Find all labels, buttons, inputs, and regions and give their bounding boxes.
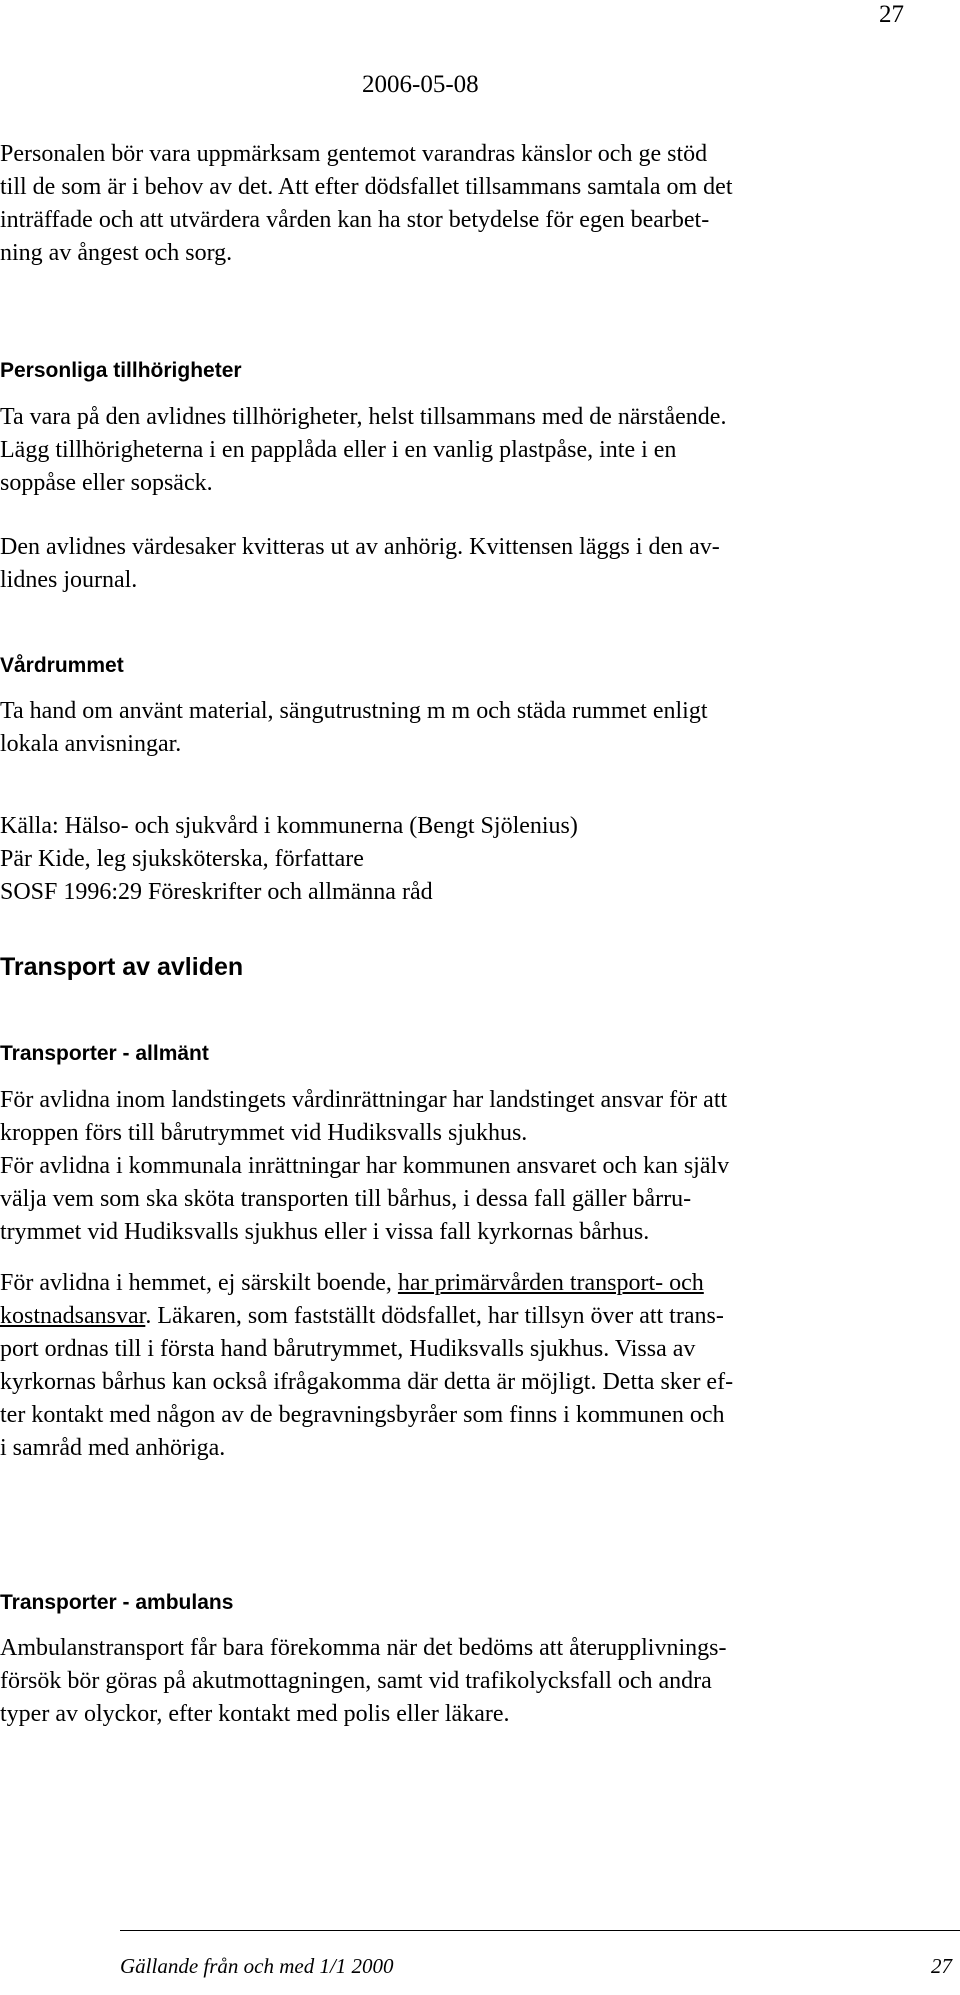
- underlined-text: kostnadsansvar: [0, 1303, 146, 1329]
- text-line: Ambulanstransport får bara förekomma när det bedöms att återupplivnings-: [0, 1635, 727, 1661]
- text-line: [0, 1300, 958, 1333]
- heading-personliga-tillhorigheter: Personliga tillhörigheter: [0, 359, 242, 382]
- text-line: Lägg tillhörigheterna i en papplåda eller i en vanlig plastpåse, inte i en: [0, 437, 677, 463]
- text-line: lidnes journal.: [0, 567, 138, 593]
- ambulans-paragraph: [0, 1632, 958, 1731]
- text-span: . Läkaren, som fastställt dödsfallet, har tillsyn över att trans-: [145, 1303, 724, 1329]
- text-line: till de som är i behov av det. Att efter dödsfallet tillsammans samtala om det: [0, 174, 733, 200]
- text-line: port ordnas till i första hand bårutrymmet, Hudiksvalls sjukhus. Vissa av: [0, 1336, 696, 1362]
- personliga-paragraph-1: [0, 401, 958, 500]
- text-line: [0, 1267, 958, 1300]
- underlined-text: har primärvården transport- och: [397, 1270, 704, 1296]
- text-line: välja vem som ska sköta transporten till bårhus, i dessa fall gäller bårru-: [0, 1186, 692, 1212]
- text-line: i samråd med anhöriga.: [0, 1435, 226, 1461]
- text-line: inträffade och att utvärdera vården kan ha stor betydelse för egen bearbet-: [0, 207, 710, 233]
- intro-paragraph: [0, 138, 958, 270]
- text-line: försök bör göras på akutmottagningen, samt vid trafikolycksfall och andra: [0, 1668, 712, 1694]
- text-span: För avlidna i hemmet, ej särskilt boende,: [0, 1270, 398, 1296]
- text-line: ter kontakt med någon av de begravningsbyråer som finns i kommunen och: [0, 1402, 725, 1428]
- sources-paragraph: [0, 810, 958, 909]
- text-line: soppåse eller sopsäck.: [0, 470, 213, 496]
- text-line: ning av ångest och sorg.: [0, 240, 233, 266]
- heading-transport-av-avliden: Transport av avliden: [0, 953, 244, 981]
- heading-transporter-ambulans: Transporter - ambulans: [0, 1591, 234, 1614]
- heading-transporter-allmant: Transporter - allmänt: [0, 1042, 209, 1065]
- text-line: kroppen förs till bårutrymmet vid Hudiksvalls sjukhus.: [0, 1120, 528, 1146]
- vardrummet-paragraph: [0, 695, 958, 761]
- text-line: lokala anvisningar.: [0, 731, 182, 757]
- text-line: Källa: Hälso- och sjukvård i kommunerna (Bengt Sjölenius): [0, 813, 578, 839]
- text-line: Ta vara på den avlidnes tillhörigheter, helst tillsammans med de närstående.: [0, 404, 727, 430]
- text-line: kyrkornas bårhus kan också ifrågakomma där detta är möjligt. Detta sker ef-: [0, 1369, 734, 1395]
- page-number: 27: [879, 1, 904, 28]
- text-line: Pär Kide, leg sjuksköterska, författare: [0, 846, 364, 872]
- text-line: typer av olyckor, efter kontakt med polis eller läkare.: [0, 1701, 510, 1727]
- footer-validity-text: Gällande från och med 1/1 2000: [120, 1954, 394, 1978]
- heading-vardrummet: Vårdrummet: [0, 654, 124, 677]
- text-line: Personalen bör vara uppmärksam gentemot varandras känslor och ge stöd: [0, 141, 708, 167]
- text-line: trymmet vid Hudiksvalls sjukhus eller i vissa fall kyrkornas bårhus.: [0, 1219, 650, 1245]
- text-line: För avlidna inom landstingets vårdinrättningar har landstinget ansvar för att: [0, 1087, 728, 1113]
- text-line: För avlidna i kommunala inrättningar har kommunen ansvaret och kan själv: [0, 1153, 730, 1179]
- document-date: 2006-05-08: [362, 71, 479, 98]
- footer-divider: [120, 1930, 960, 1931]
- personliga-paragraph-2: [0, 531, 958, 597]
- footer-page-number: 27: [931, 1954, 952, 1978]
- text-line: SOSF 1996:29 Föreskrifter och allmänna råd: [0, 879, 433, 905]
- text-line: Den avlidnes värdesaker kvitteras ut av anhörig. Kvittensen läggs i den av-: [0, 534, 720, 560]
- text-line: Ta hand om använt material, sängutrustning m m och städa rummet enligt: [0, 698, 708, 724]
- allmant-paragraph-1: [0, 1084, 958, 1249]
- allmant-paragraph-2: [0, 1267, 958, 1465]
